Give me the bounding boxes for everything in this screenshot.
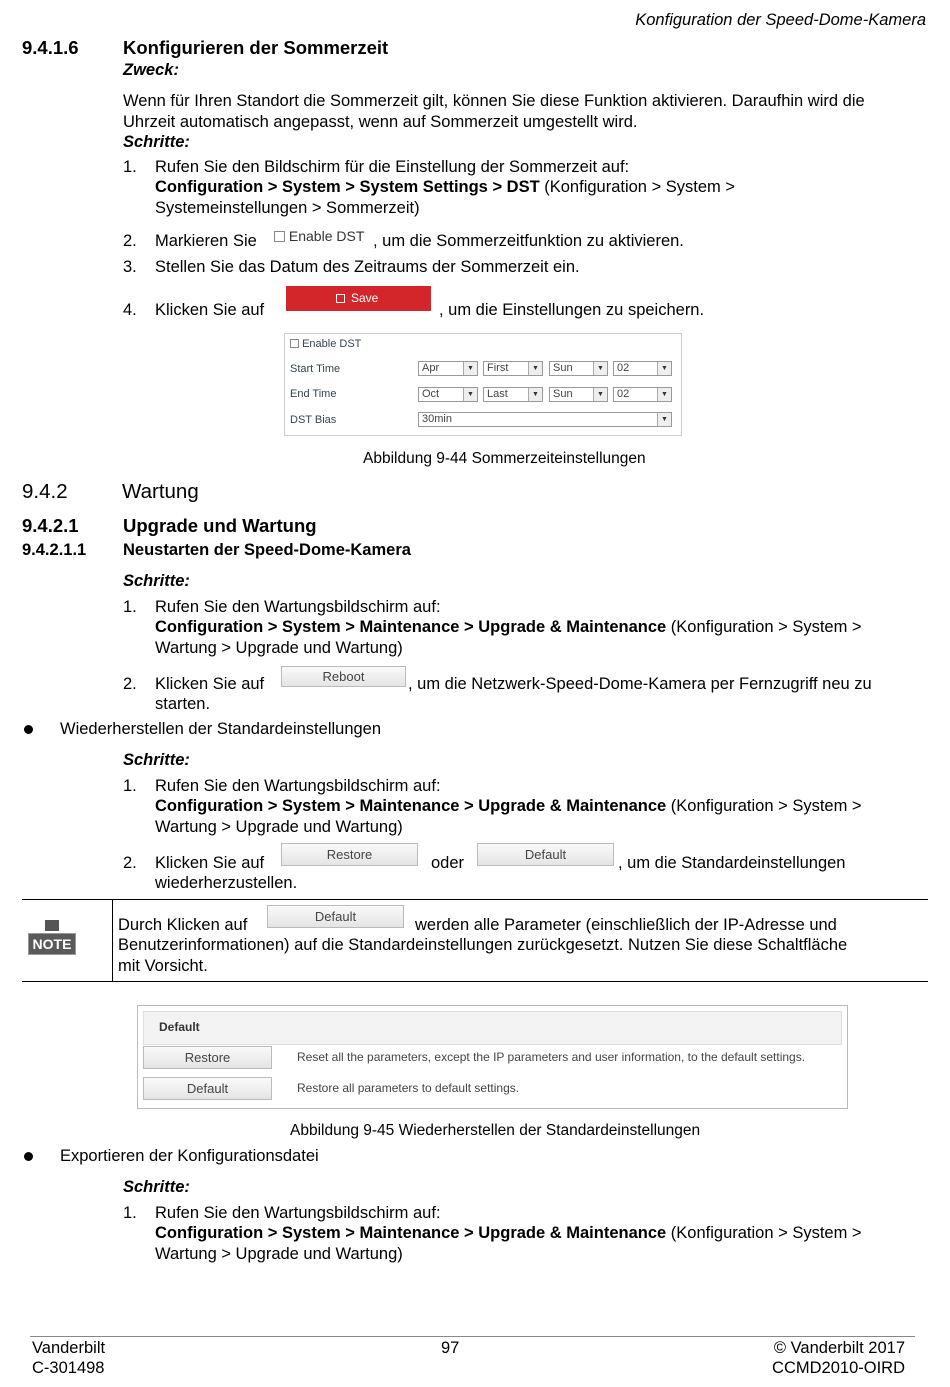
- chevron-down-icon: ▼: [593, 388, 607, 401]
- end-month-select[interactable]: Oct ▼: [418, 387, 478, 402]
- bullet-text: Wiederherstellen der Standardeinstellungen: [60, 720, 382, 738]
- note-icon: NOTE: [28, 920, 76, 958]
- chevron-down-icon: ▼: [593, 362, 607, 375]
- step-text: Rufen Sie den Wartungsbildschirm auf:: [155, 598, 441, 616]
- step-text: Markieren Sie: [155, 232, 257, 250]
- step-text: Wartung > Upgrade und Wartung): [155, 818, 403, 836]
- divider: [112, 899, 113, 981]
- chevron-down-icon: ▼: [657, 388, 671, 401]
- enable-dst-checkbox[interactable]: Enable DST: [290, 338, 361, 350]
- start-day-select[interactable]: Sun ▼: [549, 361, 608, 376]
- default-settings-panel: [137, 1005, 848, 1109]
- default-button[interactable]: Default: [477, 843, 614, 866]
- step-text: , um die Sommerzeitfunktion zu aktivieren.: [373, 232, 684, 250]
- start-month-select[interactable]: Apr ▼: [418, 361, 478, 376]
- step-number: 1.: [123, 598, 137, 616]
- step-text: Systemeinstellungen > Sommerzeit): [155, 199, 420, 217]
- step-number: 1.: [123, 1204, 137, 1222]
- bullet-text: Exportieren der Konfigurationsdatei: [60, 1147, 319, 1165]
- step-text: Klicken Sie auf: [155, 301, 265, 319]
- figure-caption: Abbildung 9-44 Sommerzeiteinstellungen: [363, 450, 646, 467]
- steps-label: Schritte:: [123, 572, 190, 590]
- steps-label: Schritte:: [123, 751, 190, 769]
- note-text: Benutzerinformationen) auf die Standardeinstellungen zurückgesetzt. Nutzen Sie diese Schaltfläche: [118, 936, 848, 954]
- step-number: 1.: [123, 777, 137, 795]
- divider: [22, 899, 928, 900]
- end-time-label: End Time: [290, 388, 337, 400]
- dst-bias-label: DST Bias: [290, 414, 337, 426]
- end-day-select[interactable]: Sun ▼: [549, 387, 608, 402]
- purpose-label: Zweck:: [123, 61, 179, 79]
- section-title: Konfigurieren der Sommerzeit: [123, 37, 389, 58]
- start-hour-select[interactable]: 02 ▼: [613, 361, 672, 376]
- section-number: 9.4.2.1.1: [22, 541, 87, 559]
- step-number: 1.: [123, 158, 137, 176]
- reboot-button[interactable]: Reboot: [281, 666, 406, 687]
- chevron-down-icon: ▼: [528, 362, 542, 375]
- section-title: Upgrade und Wartung: [123, 515, 317, 536]
- step-text: , um die Standardeinstellungen: [618, 854, 846, 872]
- chevron-down-icon: ▼: [528, 388, 542, 401]
- save-icon: [336, 294, 345, 303]
- bullet: [24, 725, 33, 734]
- end-hour-select[interactable]: 02 ▼: [613, 387, 672, 402]
- menu-path: Configuration > System > Maintenance > Upgrade & Maintenance (Konfiguration > System >: [155, 618, 862, 636]
- menu-path: Configuration > System > Maintenance > Upgrade & Maintenance (Konfiguration > System >: [155, 797, 862, 815]
- end-week-select[interactable]: Last ▼: [483, 387, 543, 402]
- menu-path: Configuration > System > Maintenance > Upgrade & Maintenance (Konfiguration > System >: [155, 1224, 862, 1242]
- step-text: Wartung > Upgrade und Wartung): [155, 1245, 403, 1263]
- default-button[interactable]: Default: [143, 1077, 272, 1100]
- section-title: Wartung: [122, 480, 199, 503]
- start-time-label: Start Time: [290, 363, 341, 375]
- step-text: Stellen Sie das Datum des Zeitraums der Sommerzeit ein.: [155, 258, 580, 276]
- chevron-down-icon: ▼: [657, 413, 671, 426]
- page-number: 97: [441, 1339, 460, 1357]
- footer-company: Vanderbilt: [32, 1339, 106, 1357]
- section-number: 9.4.1.6: [22, 37, 79, 58]
- step-text: , um die Einstellungen zu speichern.: [439, 301, 705, 319]
- menu-path: Configuration > System > System Settings > DST (Konfiguration > System >: [155, 178, 736, 196]
- dst-bias-select[interactable]: 30min ▼: [418, 412, 672, 427]
- step-text: , um die Netzwerk-Speed-Dome-Kamera per Fernzugriff neu zu: [408, 675, 872, 693]
- section-title: Neustarten der Speed-Dome-Kamera: [123, 541, 411, 559]
- chevron-down-icon: ▼: [657, 362, 671, 375]
- step-text: Rufen Sie den Wartungsbildschirm auf:: [155, 777, 441, 795]
- footer-copyright: © Vanderbilt 2017: [773, 1339, 905, 1357]
- step-text: Klicken Sie auf: [155, 675, 265, 693]
- step-text: Rufen Sie den Bildschirm für die Einstellung der Sommerzeit auf:: [155, 158, 630, 176]
- footer-model: CCMD2010-OIRD: [772, 1359, 905, 1377]
- chevron-down-icon: ▼: [463, 388, 477, 401]
- restore-description: Reset all the parameters, except the IP parameters and user information, to the default settings.: [297, 1050, 806, 1064]
- steps-label: Schritte:: [123, 133, 190, 151]
- save-button[interactable]: Save: [286, 286, 431, 311]
- checkbox-icon: [274, 231, 285, 242]
- note-text: Durch Klicken auf: [118, 916, 248, 934]
- step-text: oder: [431, 854, 465, 872]
- panel-header: [143, 1011, 842, 1045]
- steps-label: Schritte:: [123, 1178, 190, 1196]
- purpose-text: Uhrzeit automatisch angepasst, wenn auf Sommerzeit umgestellt wird.: [123, 113, 638, 131]
- step-number: 2.: [123, 675, 137, 693]
- figure-caption: Abbildung 9-45 Wiederherstellen der Standardeinstellungen: [290, 1122, 701, 1139]
- section-number: 9.4.2.1: [22, 515, 79, 536]
- step-number: 4.: [123, 301, 137, 319]
- step-text: Klicken Sie auf: [155, 854, 265, 872]
- running-title: Konfiguration der Speed-Dome-Kamera: [635, 11, 926, 29]
- restore-button[interactable]: Restore: [143, 1046, 272, 1069]
- step-number: 2.: [123, 854, 137, 872]
- note-text: werden alle Parameter (einschließlich der IP-Adresse und: [415, 916, 837, 934]
- enable-dst-checkbox[interactable]: Enable DST: [274, 228, 364, 244]
- step-text: wiederherzustellen.: [155, 874, 298, 892]
- start-week-select[interactable]: First ▼: [483, 361, 543, 376]
- default-description: Restore all parameters to default settings.: [297, 1081, 520, 1095]
- section-number: 9.4.2: [22, 480, 68, 503]
- dst-settings-panel: [284, 333, 682, 436]
- restore-button[interactable]: Restore: [281, 843, 418, 866]
- purpose-text: Wenn für Ihren Standort die Sommerzeit gilt, können Sie diese Funktion aktivieren. Daraufhin wird die: [123, 92, 865, 110]
- note-text: mit Vorsicht.: [118, 957, 208, 975]
- step-number: 3.: [123, 258, 137, 276]
- panel-title: Default: [159, 1020, 200, 1034]
- step-text: Rufen Sie den Wartungsbildschirm auf:: [155, 1204, 441, 1222]
- divider: [22, 981, 928, 982]
- bullet: [24, 1152, 33, 1161]
- footer-divider: [30, 1336, 915, 1337]
- step-number: 2.: [123, 232, 137, 250]
- step-text: starten.: [155, 695, 211, 713]
- step-text: Wartung > Upgrade und Wartung): [155, 639, 403, 657]
- checkbox-icon: [290, 339, 299, 348]
- default-button[interactable]: Default: [267, 905, 404, 928]
- chevron-down-icon: ▼: [463, 362, 477, 375]
- footer-doc-id: C-301498: [32, 1359, 105, 1377]
